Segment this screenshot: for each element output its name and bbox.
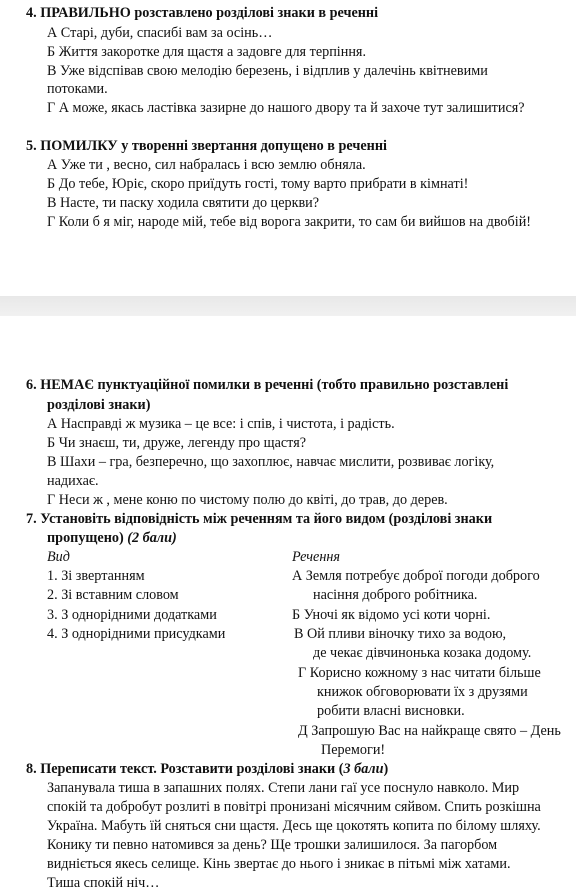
q7-column-type: Вид [47,549,70,565]
q8-points: 3 бали [343,761,384,777]
q7-sentence-d-cont2: робити власні висновки. [317,703,465,719]
q7-sentence-e-cont: Перемоги! [321,742,386,758]
q6-option-b: Б Чи знаєш, ти, друже, легенду про щастя? [47,435,307,451]
page-top [0,0,576,296]
q4-option-b: Б Життя закоротке для щастя а задовге для терпіння. [47,44,366,60]
q8-title-close: ) [383,761,389,777]
q5-option-b: Б До тебе, Юріє, скоро приїдуть гості, тому варто прибрати в кімнаті! [47,176,469,192]
q7-sentence-b: Б Уночі як відомо усі коти чорні. [292,607,491,623]
question-8-title [26,760,388,778]
q7-sentence-d-cont1: книжок обговорювати їх з друзями [317,684,528,700]
q7-type-3: 3. З однорідними додатками [47,607,217,623]
q4-option-d: Г А може, якась ластівка зазирне до нашого двору та й захоче тут залишитися? [47,100,525,116]
question-7-title-line1: 7. Установіть відповідність між реченням та його видом (розділові знаки [26,511,493,527]
page-bottom [0,316,576,894]
q7-sentence-c: В Ой пливи віночку тихо за водою, [294,626,507,642]
q8-text-line: Конику ти певно натомився за день? Ще трошки залишилося. За пагорбом [47,837,498,853]
q5-option-a: А Уже ти , весно, сил набралась і всю землю обняла. [47,157,366,173]
question-6-title-line2: розділові знаки) [47,397,151,413]
question-5-title: 5. ПОМИЛКУ у творенні звертання допущено в реченні [26,138,387,154]
q8-text-line: Запанувала тиша в запашних полях. Степи лани гаї усе поснуло навколо. Мир [47,780,520,796]
q8-text-line: Тиша спокій ніч… [47,875,160,891]
q4-option-c: В Уже відспівав свою мелодію березень, і відплив у далечінь квітневими [47,63,488,79]
q8-title-text: 8. Переписати текст. Розставити розділові знаки ( [26,761,344,777]
q7-sentence-d: Г Корисно кожному з нас читати більше [298,665,541,681]
q7-sentence-a-cont: насіння доброго робітника. [313,587,478,603]
q5-option-c: В Насте, ти паску ходила святити до церкви? [47,195,320,211]
q7-sentence-c-cont: де чекає дівчинонька козака додому. [313,645,532,661]
page-separator [0,296,576,316]
question-6-title-line1: 6. НЕМАЄ пунктуаційної помилки в реченні (тобто правильно розставлені [26,377,509,393]
q8-text-line: спокій та добробут розлиті в повітрі пронизані місячним сяйвом. Спить розкішна [47,799,541,815]
q7-points: (2 бали) [127,530,177,546]
q4-option-a: А Старі, дуби, спасибі вам за осінь… [47,25,273,41]
q8-text-line: видніється якесь селище. Кінь звертає до нього і зникає в пітьмі між хатами. [47,856,511,872]
q7-sentence-a: А Земля потребує доброї погоди доброго [292,568,540,584]
q7-type-2: 2. Зі вставним словом [47,587,179,603]
q6-option-c-cont: надихає. [47,473,99,489]
q6-option-c: В Шахи – гра, безперечно, що захоплює, навчає мислити, розвиває логіку, [47,454,495,470]
q7-title-text: пропущено) [47,530,124,546]
q7-sentence-e: Д Запрошую Вас на найкраще свято – День [298,723,561,739]
q7-type-4: 4. З однорідними присудками [47,626,226,642]
q7-column-sentence: Речення [292,549,340,565]
q6-option-a: А Насправді ж музика – це все: і спів, і чистота, і радість. [47,416,395,432]
q4-option-c-cont: потоками. [47,81,108,97]
question-4-title: 4. ПРАВИЛЬНО розставлено розділові знаки в реченні [26,5,379,21]
q6-option-d: Г Неси ж , мене коню по чистому полю до квіті, до трав, до дерев. [47,492,448,508]
q8-text-line: Україна. Мабуть їй сняться сни щастя. Десь ще цокотять копита по білому шляху. [47,818,541,834]
q7-type-1: 1. Зі звертанням [47,568,145,584]
q5-option-d: Г Коли б я міг, народе мій, тебе від ворога закрити, то сам би вийшов на двобій! [47,214,532,230]
question-7-title-line2 [47,529,177,547]
